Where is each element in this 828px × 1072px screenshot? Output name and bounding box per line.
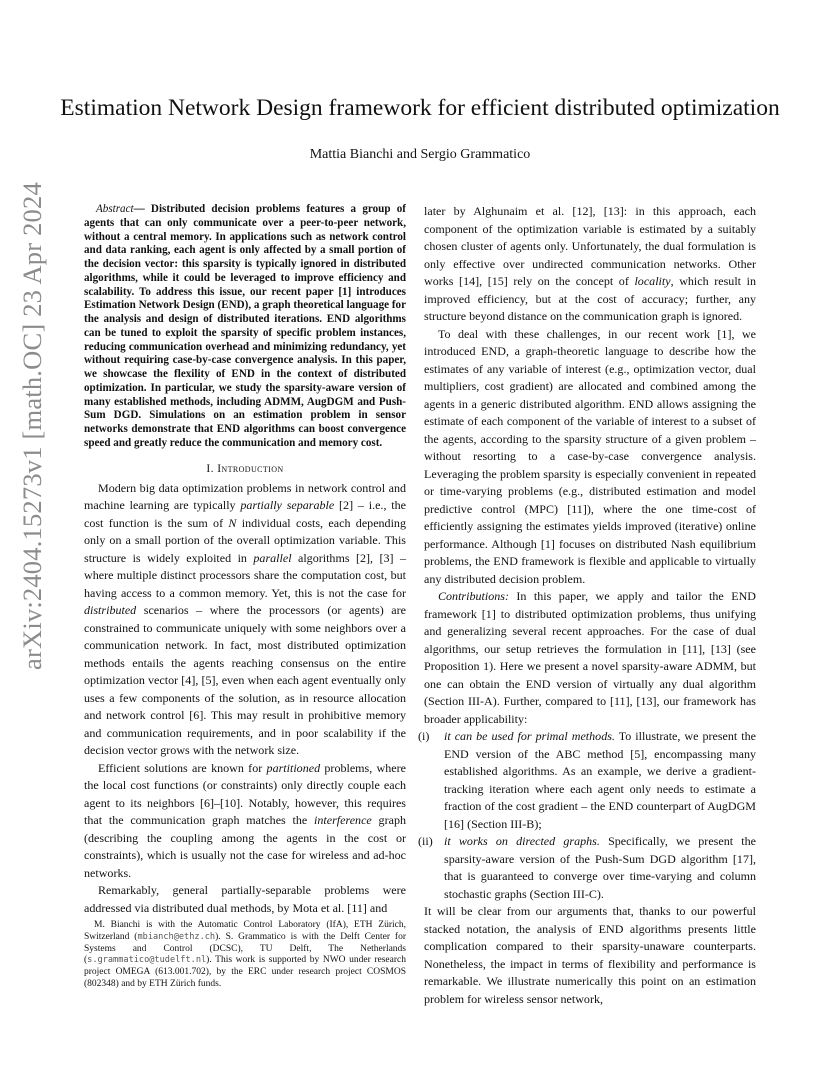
- math-symbol: N: [228, 515, 237, 530]
- item-lead: it can be used for primal methods.: [444, 729, 615, 743]
- contributions-list: [418, 728, 756, 903]
- contributions-lead: Contributions:: [438, 589, 509, 603]
- section-title: Introduction: [217, 462, 284, 475]
- text-run: Efficient solutions are known for: [98, 760, 267, 775]
- item-text: Specifically, we present the sparsity-aware version of the Push-Sum DGD algorithm [17], that is guaranteed to converge over time-varying and column stochastic graphs (Section III-C).: [444, 834, 756, 901]
- emphasis: parallel: [253, 550, 292, 565]
- emphasis: locality: [634, 274, 671, 288]
- right-column: [418, 203, 757, 1008]
- email-link[interactable]: mbianch@ethz.ch: [137, 931, 216, 942]
- text-run: scenarios – where the processors (or agents) are constrained to communicate uniquely with some neighbors over a communication network. In fact, most distributed optimization methods entails the agents reaching consensus on the entire optimization vector [4], [5], even when each agent eventually only uses a few components of the solution, as in resource allocation and network control [6]. This may result in prohibitive memory and communication requirements, and in poor scalability if the decision vector grows with the network size.: [84, 603, 406, 757]
- emphasis: interference: [314, 813, 372, 827]
- list-marker: (i): [418, 729, 430, 743]
- intro-paragraph-5: To deal with these challenges, in our recent work [1], we introduced END, a graph-theoretic language to describe how the estimates of any variable of interest (e.g., optimization vector, dual multipliers, cost gradient) are allocated and combined among the agents in a generic distributed algorithm. END allows assigning the estimate of each component of the variable of interest to a subset of the agents, according to the sparsity structure of a given problem – without resorting to a case-by-case convergence analysis. Leveraging the problem sparsity is especially convenient in repeated or time-varying problems (e.g., distributed estimation and model predictive control (MPC) [11]), where the one time-cost of efficiently assigning the estimates yields improved (iterative) online performance. Although [1] focuses on distributed Nash equilibrium problems, the END framework is flexible and applicable to virtually any distributed decision problem.: [424, 326, 756, 586]
- item-text: To illustrate, we present the END version of the ABC method [5], encompassing many established algorithms. As an example, we derive a gradient-tracking iteration where each agent only needs to estimate a fraction of the cost gradient – the END counterpart of AugDGM [16] (Section III-B);: [444, 729, 756, 831]
- contributions-paragraph: [424, 588, 756, 728]
- abstract-lead: Abstract: [96, 203, 134, 215]
- text-run: ). S. Grammatico is with the Delft Center for Systems and Control (DCSC), TU Delft, The Netherlands (: [84, 931, 406, 966]
- text-run: later by Alghunaim et al. [12], [13]: in this approach, each component of the optimization variable is estimated by a suitably chosen cluster of agents only. Unfortunately, the dual formulation is only effective over undirected communication networks. Other works [14], [15] rely on the concept of: [424, 204, 756, 288]
- list-marker: (ii): [418, 834, 433, 848]
- text-run: In this paper, we apply and tailor the END framework [1] to distributed optimization problems, thus unifying and generalizing several recent approaches. For the case of dual algorithms, our setup retrieves the formulation in [11], [13] (see Proposition 1). Here we present a novel sparsity-aware ADMM, but one can obtain the END version of virtually any dual algorithm (Section III-A). Further, compared to [11], [13], our framework has broader applicability:: [424, 589, 756, 726]
- text-run: [2] – i.e., the cost function is the sum of: [84, 498, 406, 530]
- text-run: individual costs, each depending only on a small portion of the overall optimization variable. This structure is widely exploited in: [84, 515, 406, 565]
- emphasis: partitioned: [266, 760, 321, 775]
- abstract: [84, 203, 406, 451]
- text-run: graph (describing the coupling among the agents in the cost or constraints), which is usually not the case for wireless and ad-hoc networks.: [84, 813, 406, 880]
- text-run: problems, where the local cost functions (or constraints) only directly couple each agent to its neighbors [6]–[10]. Notably, however, this requires that the communication graph matches the: [84, 760, 406, 827]
- left-column: [84, 203, 406, 917]
- section-numeral: I.: [206, 462, 214, 475]
- paper-title: Estimation Network Design framework for efficient distributed optimization: [60, 95, 780, 121]
- section-heading-introduction: [84, 463, 406, 475]
- intro-paragraph-1: [84, 480, 406, 760]
- text-run: , which result in improved efficiency, but at the cost of accuracy; further, any structure beyond distance on the communication graph is ignored.: [424, 274, 757, 323]
- intro-paragraph-3: Remarkably, general partially-separable problems were addressed via distributed dual methods, by Mota et al. [11] and: [84, 883, 406, 915]
- intro-paragraph-4: [424, 203, 756, 326]
- text-run: M. Bianchi is with the Automatic Control Laboratory (IfA), ETH Zürich, Switzerland (: [84, 920, 406, 942]
- text-run: Modern big data optimization problems in network control and machine learning are typically: [84, 480, 406, 512]
- closing-paragraph: It will be clear from our arguments that, thanks to our powerful stacked notation, the analysis of END algorithms presents little complication compared to their sparsity-unaware counterparts. Nonetheless, the impact in terms of flexibility and performance is remarkable. We illustrate numerically this point on an estimation problem for wireless sensor network,: [424, 904, 756, 1006]
- email-link[interactable]: s.grammatico@tudelft.nl: [87, 955, 207, 966]
- paper-authors: Mattia Bianchi and Sergio Grammatico: [309, 147, 531, 162]
- emphasis: distributed: [84, 603, 137, 617]
- contribution-item: [418, 728, 756, 833]
- item-lead: it works on directed graphs.: [444, 834, 600, 848]
- text-run: ). This work is supported by NWO under research project OMEGA (613.001.702), by the ERC under research project COSMOS (802348) and by ETH Zürich funds.: [84, 955, 406, 989]
- abstract-text: — Distributed decision problems features a group of agents that can only communicate over a peer-to-peer network, without a central memory. In applications such as network control and data ranking, each agent is only affected by a small portion of the decision vector: this sparsity is typically ignored in distributed algorithms, while it could be leveraged to improve efficiency and scalability. To address this issue, our recent paper [1] introduces Estimation Network Design (END), a graph theoretical language for the analysis and design of distributed iterations. END algorithms can be tuned to exploit the sparsity of specific problem instances, reducing communication overhead and minimizing redundancy, yet without requiring case-by-case convergence analysis. In this paper, we showcase the flexility of END in the context of distributed optimization. In particular, we study the sparsity-aware version of many established methods, including ADMM, AugDGM and Push-Sum DGD. Simulations on an estimation problem in sensor networks demonstrate that END algorithms can boost convergence speed and greatly reduce the communication and memory cost.: [84, 203, 406, 449]
- emphasis: partially separable: [240, 498, 335, 512]
- contribution-item: [418, 833, 756, 903]
- intro-paragraph-2: [84, 760, 406, 883]
- text-run: algorithms [2], [3] – where multiple distinct processors share the computation cost, but having access to a common memory. Yet, this is not the case for: [84, 550, 406, 600]
- author-footnote: [84, 920, 406, 991]
- arxiv-identifier-stamp: arXiv:2404.15273v1 [math.OC] 23 Apr 2024: [17, 182, 47, 670]
